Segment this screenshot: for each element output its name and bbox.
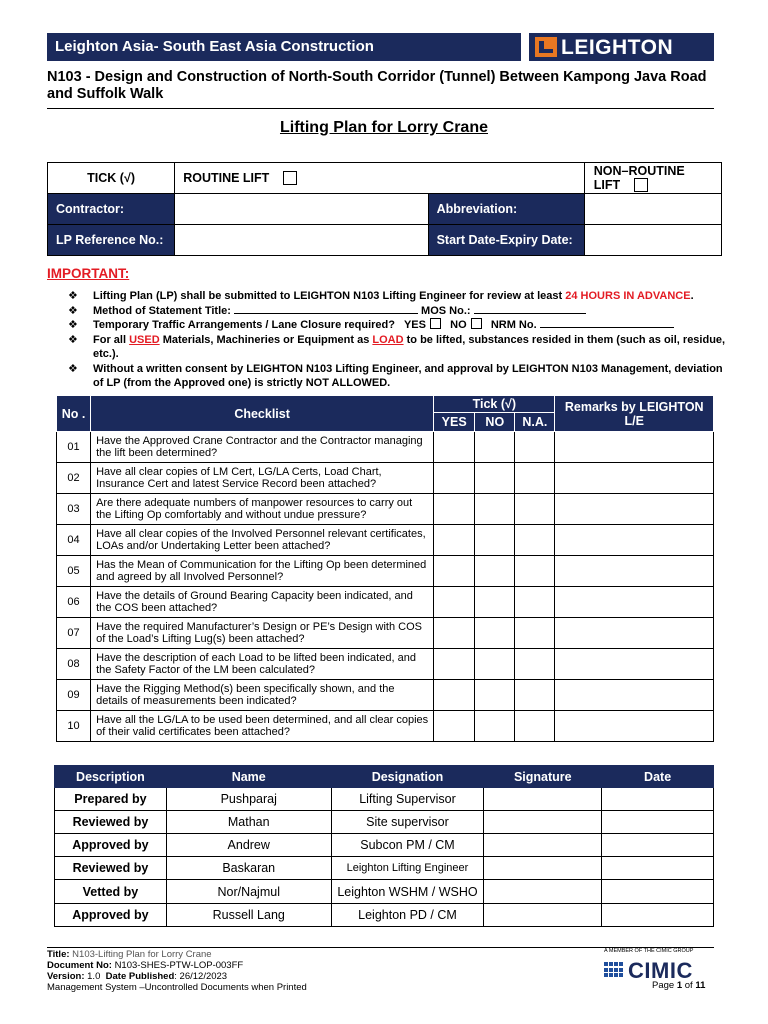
yes-tick-cell[interactable] — [434, 618, 475, 649]
no-tick-cell[interactable] — [475, 618, 515, 649]
signature-cell[interactable] — [484, 904, 602, 927]
remarks-cell[interactable] — [555, 432, 714, 463]
remarks-cell[interactable] — [555, 556, 714, 587]
list-item: ❖ Without a written consent by LEIGHTON N103 Lifting Engineer, and approval by LEIGHTON N103 Management, deviation of LP (from the Approved one) is strictly NOT ALLOWED. — [68, 362, 723, 389]
table-row — [57, 711, 714, 742]
yes-tick-cell[interactable] — [434, 432, 475, 463]
col-header-description: Description — [55, 766, 167, 788]
table-row — [57, 587, 714, 618]
table-row — [55, 904, 714, 927]
no-tick-cell[interactable] — [475, 587, 515, 618]
signoff-description: Reviewed by — [55, 811, 167, 834]
page-number: Page 1 of 11 — [652, 980, 706, 991]
table-row — [57, 618, 714, 649]
yes-tick-cell[interactable] — [434, 525, 475, 556]
diamond-bullet-icon: ❖ — [68, 319, 78, 331]
nonroutine-lift-label: NON–ROUTINE LIFT — [593, 163, 685, 192]
list-item: ❖ For all USED Materials, Machineries or Equipment as LOAD to be lifted, substances resided in them (such as oil, residue, etc.). — [68, 333, 726, 360]
table-row — [55, 880, 714, 904]
col-header-no-answer: NO — [475, 413, 515, 432]
abbreviation-label: Abbreviation: — [428, 194, 584, 225]
contractor-label: Contractor: — [48, 194, 175, 225]
yes-tick-cell[interactable] — [434, 556, 475, 587]
col-header-checklist: Checklist — [91, 396, 434, 432]
signoff-description: Prepared by — [55, 788, 167, 811]
remarks-cell[interactable] — [555, 463, 714, 494]
table-row — [55, 857, 714, 880]
table-row — [57, 463, 714, 494]
cimic-logo — [604, 958, 714, 982]
checklist-question: Have all the LG/LA to be used been determined, and all clear copies of their valid certificates been attached? — [91, 711, 434, 742]
cimic-dots-icon — [604, 962, 624, 978]
signature-cell[interactable] — [484, 834, 602, 857]
signoff-description: Vetted by — [55, 880, 167, 904]
cimic-member-text: A MEMBER OF THE CIMIC GROUP — [604, 948, 694, 954]
date-cell[interactable] — [602, 834, 714, 857]
table-row — [57, 525, 714, 556]
list-item: ❖ Temporary Traffic Arrangements / Lane Closure required? YES NO NRM No. — [68, 318, 728, 333]
table-row — [57, 649, 714, 680]
routine-lift-checkbox[interactable] — [283, 171, 297, 185]
signoff-table — [54, 765, 714, 927]
table-row — [57, 556, 714, 587]
no-tick-cell[interactable] — [475, 494, 515, 525]
date-cell[interactable] — [602, 788, 714, 811]
signoff-description: Approved by — [55, 834, 167, 857]
signoff-description: Approved by — [55, 904, 167, 927]
no-tick-cell[interactable] — [475, 463, 515, 494]
signoff-designation: Site supervisor — [331, 811, 484, 834]
company-name: Leighton Asia- South East Asia Construction — [55, 38, 374, 55]
remarks-cell[interactable] — [555, 680, 714, 711]
signoff-name: Mathan — [166, 811, 331, 834]
na-tick-cell[interactable] — [515, 494, 555, 525]
tick-label: TICK (√) — [48, 163, 175, 194]
tta-no-checkbox[interactable] — [471, 318, 482, 329]
signoff-name: Russell Lang — [166, 904, 331, 927]
col-header-na: N.A. — [515, 413, 555, 432]
col-header-remarks: Remarks by LEIGHTON L/E — [555, 396, 714, 432]
lp-reference-label: LP Reference No.: — [48, 225, 175, 256]
abbreviation-field[interactable] — [584, 194, 721, 225]
checklist-question: Has the Mean of Communication for the Lifting Op been determined and agreed by all Involved Personnel? — [91, 556, 434, 587]
document-title: Lifting Plan for Lorry Crane — [279, 119, 488, 136]
logo-text: LEIGHTON — [561, 36, 674, 59]
company-banner — [47, 33, 521, 61]
routine-lift-label: ROUTINE LIFT — [183, 170, 270, 185]
no-tick-cell[interactable] — [475, 649, 515, 680]
checklist-question: Have all clear copies of LM Cert, LG/LA Certs, Load Chart, Insurance Cert and latest Service Record been attached? — [91, 463, 434, 494]
col-header-no: No . — [57, 396, 91, 432]
checklist-table — [56, 395, 714, 742]
signoff-name: Baskaran — [166, 857, 331, 880]
yes-tick-cell[interactable] — [434, 587, 475, 618]
row-number: 04 — [57, 525, 91, 556]
row-number: 06 — [57, 587, 91, 618]
signature-cell[interactable] — [484, 880, 602, 904]
nonroutine-lift-checkbox[interactable] — [634, 178, 648, 192]
important-heading: IMPORTANT: — [47, 266, 130, 281]
remarks-cell[interactable] — [555, 525, 714, 556]
signoff-name: Andrew — [166, 834, 331, 857]
na-tick-cell[interactable] — [515, 463, 555, 494]
diamond-bullet-icon: ❖ — [68, 290, 78, 302]
no-tick-cell[interactable] — [475, 711, 515, 742]
date-cell[interactable] — [602, 904, 714, 927]
date-cell[interactable] — [602, 811, 714, 834]
table-row — [55, 834, 714, 857]
yes-tick-cell[interactable] — [434, 649, 475, 680]
mos-title-field[interactable] — [234, 304, 418, 314]
signoff-designation: Subcon PM / CM — [331, 834, 484, 857]
row-number: 08 — [57, 649, 91, 680]
important-list — [68, 289, 728, 391]
start-expiry-label: Start Date-Expiry Date: — [428, 225, 584, 256]
checklist-question: Are there adequate numbers of manpower resources to carry out the Lifting Op comfortably and without undue pressure? — [91, 494, 434, 525]
table-row — [57, 494, 714, 525]
signature-cell[interactable] — [484, 857, 602, 880]
yes-tick-cell[interactable] — [434, 711, 475, 742]
table-row — [57, 680, 714, 711]
remarks-cell[interactable] — [555, 711, 714, 742]
checklist-question: Have the description of each Load to be lifted been indicated, and the Safety Factor of the LM been calculated? — [91, 649, 434, 680]
na-tick-cell[interactable] — [515, 649, 555, 680]
col-header-yes: YES — [434, 413, 475, 432]
signoff-designation: Leighton PD / CM — [331, 904, 484, 927]
no-tick-cell[interactable] — [475, 680, 515, 711]
table-row — [55, 788, 714, 811]
table-row — [57, 432, 714, 463]
na-tick-cell[interactable] — [515, 587, 555, 618]
yes-tick-cell[interactable] — [434, 494, 475, 525]
na-tick-cell[interactable] — [515, 432, 555, 463]
signature-cell[interactable] — [484, 811, 602, 834]
cimic-logo-text: CIMIC — [628, 958, 693, 983]
yes-tick-cell[interactable] — [434, 680, 475, 711]
routine-lift-cell — [175, 163, 585, 194]
mos-number-field[interactable] — [474, 304, 586, 314]
row-number: 02 — [57, 463, 91, 494]
na-tick-cell[interactable] — [515, 680, 555, 711]
nrm-number-field[interactable] — [540, 318, 674, 328]
row-number: 07 — [57, 618, 91, 649]
checklist-question: Have the details of Ground Bearing Capacity been indicated, and the COS been attached? — [91, 587, 434, 618]
signature-cell[interactable] — [484, 788, 602, 811]
signoff-designation: Lifting Supervisor — [331, 788, 484, 811]
signoff-designation: Leighton Lifting Engineer — [331, 857, 484, 880]
row-number: 05 — [57, 556, 91, 587]
remarks-cell[interactable] — [555, 494, 714, 525]
yes-tick-cell[interactable] — [434, 463, 475, 494]
date-cell[interactable] — [602, 880, 714, 904]
remarks-cell[interactable] — [555, 618, 714, 649]
col-header-designation: Designation — [331, 766, 484, 788]
divider — [47, 108, 714, 109]
na-tick-cell[interactable] — [515, 556, 555, 587]
checklist-question: Have all clear copies of the Involved Personnel relevant certificates, LOAs and/or Undertaking Letter been attached? — [91, 525, 434, 556]
signoff-description: Reviewed by — [55, 857, 167, 880]
signoff-name: Nor/Najmul — [166, 880, 331, 904]
leighton-logo — [529, 33, 714, 61]
row-number: 09 — [57, 680, 91, 711]
tta-yes-checkbox[interactable] — [430, 318, 441, 329]
nonroutine-lift-cell — [584, 163, 721, 194]
date-cell[interactable] — [602, 857, 714, 880]
signoff-name: Pushparaj — [166, 788, 331, 811]
col-header-tick: Tick (√) — [434, 396, 555, 413]
remarks-cell[interactable] — [555, 587, 714, 618]
na-tick-cell[interactable] — [515, 525, 555, 556]
start-expiry-field[interactable] — [584, 225, 721, 256]
project-title: N103 - Design and Construction of North-South Corridor (Tunnel) Between Kampong Java Road and Suffolk Walk — [47, 69, 707, 102]
footer-info: Title: N103-Lifting Plan for Lorry Crane Document No: N103-SHES-PTW-LOP-003FF Version: 1.0 Date Published: 26/12/2023 Management System –Uncontrolled Documents when Printed — [47, 949, 307, 993]
signoff-designation: Leighton WSHM / WSHO — [331, 880, 484, 904]
diamond-bullet-icon: ❖ — [68, 304, 78, 317]
na-tick-cell[interactable] — [515, 618, 555, 649]
list-item: ❖ Lifting Plan (LP) shall be submitted to LEIGHTON N103 Lifting Engineer for review at least 24 HOURS IN ADVANCE. — [68, 290, 694, 302]
list-item: ❖ Method of Statement Title: MOS No.: — [68, 304, 728, 319]
diamond-bullet-icon: ❖ — [68, 362, 78, 375]
table-row — [55, 811, 714, 834]
diamond-bullet-icon: ❖ — [68, 333, 78, 346]
row-number: 03 — [57, 494, 91, 525]
col-header-signature: Signature — [484, 766, 602, 788]
checklist-question: Have the required Manufacturer’s Design or PE’s Design with COS of the Load’s Lifting Lug(s) been attached? — [91, 618, 434, 649]
row-number: 01 — [57, 432, 91, 463]
remarks-cell[interactable] — [555, 649, 714, 680]
checklist-question: Have the Rigging Method(s) been specifically shown, and the details of measurements been indicated? — [91, 680, 434, 711]
col-header-name: Name — [166, 766, 331, 788]
na-tick-cell[interactable] — [515, 711, 555, 742]
no-tick-cell[interactable] — [475, 432, 515, 463]
leighton-mark-icon — [535, 37, 557, 57]
no-tick-cell[interactable] — [475, 556, 515, 587]
no-tick-cell[interactable] — [475, 525, 515, 556]
checklist-question: Have the Approved Crane Contractor and the Contractor managing the lift been determined? — [91, 432, 434, 463]
col-header-date: Date — [602, 766, 714, 788]
lift-info-table — [47, 162, 722, 256]
lp-reference-field[interactable] — [175, 225, 428, 256]
contractor-field[interactable] — [175, 194, 428, 225]
row-number: 10 — [57, 711, 91, 742]
